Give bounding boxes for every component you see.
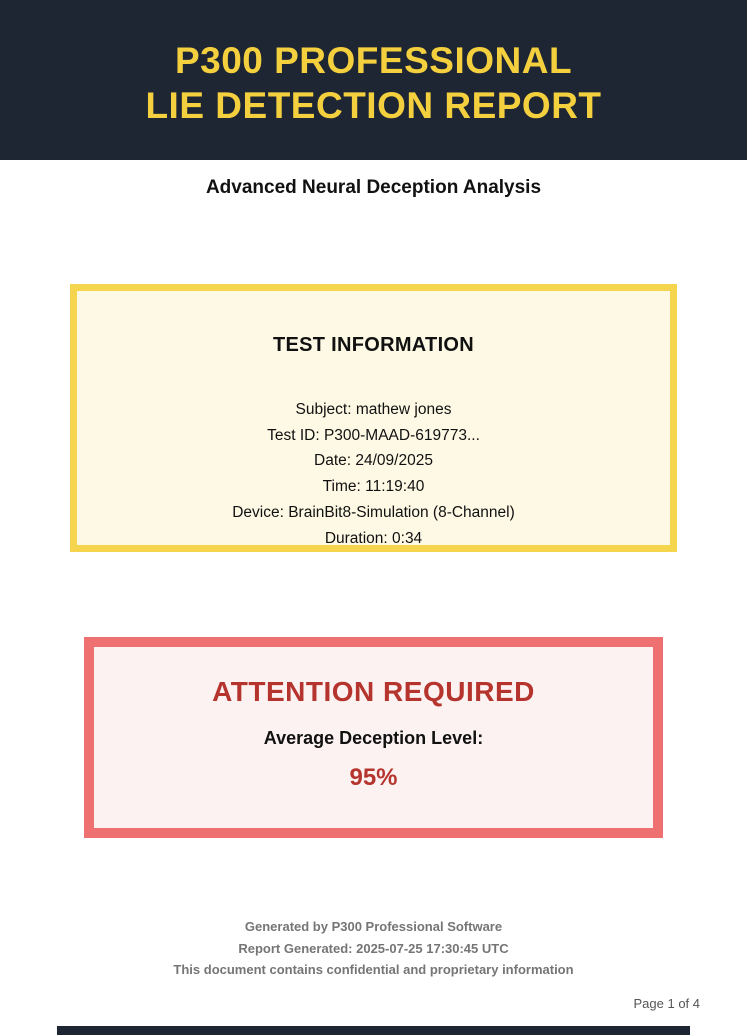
test-info-line-subject: Subject: mathew jones <box>295 401 452 418</box>
attention-required-box <box>84 637 663 838</box>
test-info-line-device: Device: BrainBit8-Simulation (8-Channel) <box>232 503 515 521</box>
report-header-band <box>0 0 747 160</box>
next-page-header-peek <box>57 1026 690 1035</box>
report-title-line-2: LIE DETECTION REPORT <box>145 85 602 126</box>
test-information-box <box>70 284 677 552</box>
deception-level-value: 95% <box>349 764 398 791</box>
test-info-line-test-id: Test ID: P300-MAAD-619773... <box>267 426 480 444</box>
footer-generated-by: Generated by P300 Professional Software <box>244 919 503 934</box>
attention-required-title: ATTENTION REQUIRED <box>212 676 535 707</box>
report-footer <box>0 916 747 981</box>
page-indicator: Page 1 of 4 <box>633 996 700 1011</box>
footer-confidentiality: This document contains confidential and proprietary information <box>173 962 574 977</box>
test-info-line-time: Time: 11:19:40 <box>322 478 425 496</box>
footer-report-generated: Report Generated: 2025-07-25 17:30:45 UTC <box>238 940 509 956</box>
test-info-line-date: Date: 24/09/2025 <box>314 452 433 470</box>
report-subtitle: Advanced Neural Deception Analysis <box>205 177 542 198</box>
report-title-line-1: P300 PROFESSIONAL <box>174 40 573 81</box>
deception-level-label: Average Deception Level: <box>263 728 484 748</box>
test-info-line-duration: Duration: 0:34 <box>324 529 423 547</box>
test-information-title: TEST INFORMATION <box>272 334 475 356</box>
test-information-lines <box>77 397 670 551</box>
